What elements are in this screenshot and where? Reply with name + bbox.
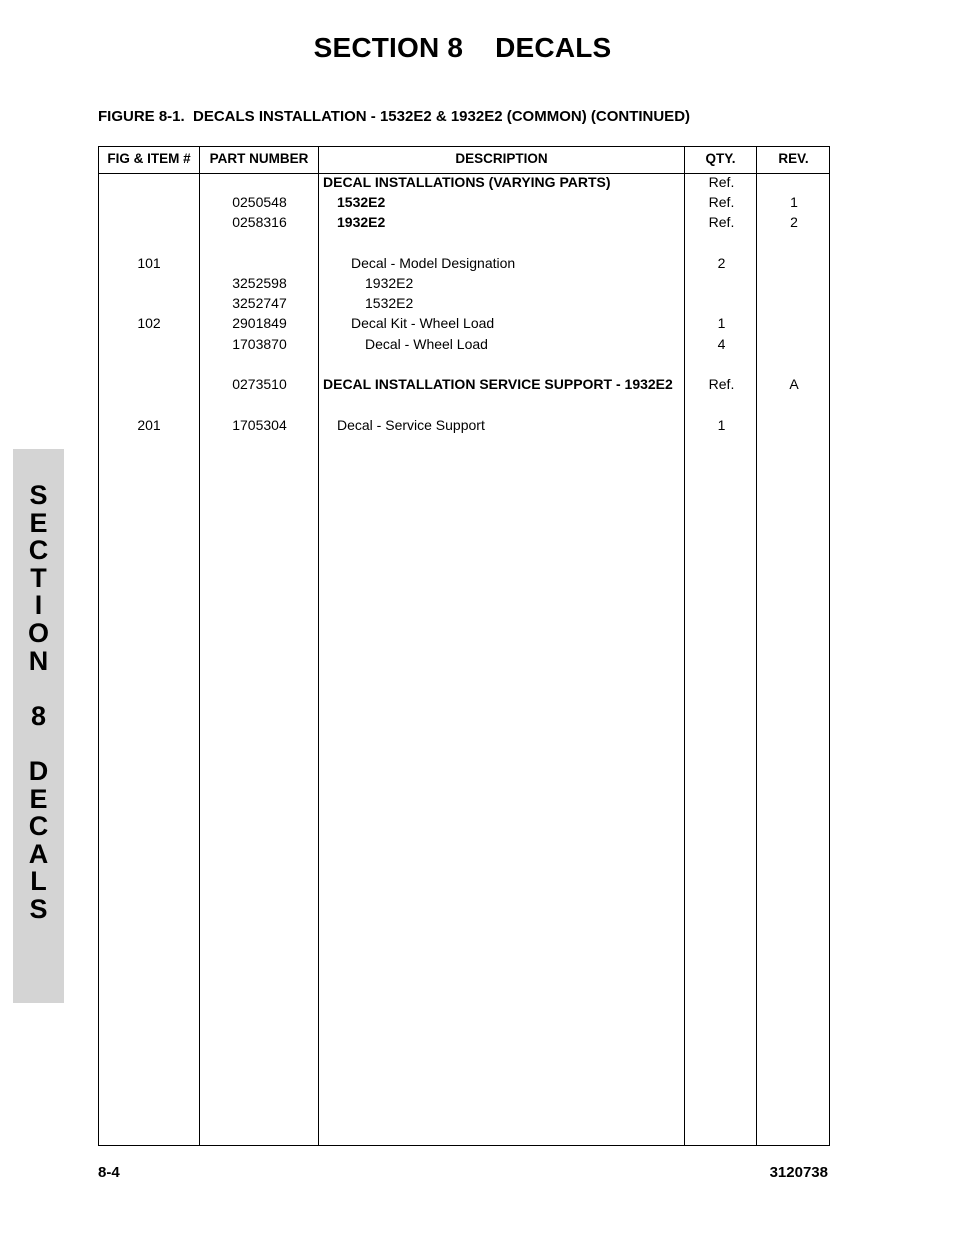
part-number-cell: 3252747 [232,295,287,311]
part-number-cell: 1703870 [232,336,287,352]
description-cell: 1932E2 [365,275,414,291]
part-number-cell: 0258316 [232,214,287,230]
table-row [99,172,829,192]
table-row [99,192,829,212]
description-cell: Decal - Model Designation [351,255,516,271]
description-cell: 1932E2 [337,214,386,230]
header-part-number: PART NUMBER [209,151,309,166]
table-row [99,293,829,313]
table-row [99,313,829,333]
table-row [99,334,829,354]
qty-cell: Ref. [708,376,735,392]
qty-cell: Ref. [708,194,735,210]
part-number-cell: 0250548 [232,194,287,210]
description-cell: DECAL INSTALLATIONS (VARYING PARTS) [323,174,611,190]
description-cell: DECAL INSTALLATION SERVICE SUPPORT - 1932E2 [323,376,673,392]
description-cell: Decal - Wheel Load [365,336,488,352]
section-side-tab [13,449,64,1003]
description-cell: Decal - Service Support [337,417,485,433]
part-number-cell: 3252598 [232,275,287,291]
header-qty: QTY. [705,151,736,166]
qty-cell: 1 [717,417,726,433]
header-fig-item: FIG & ITEM # [107,151,191,166]
page-title: SECTION 8 DECALS [313,32,612,63]
figure-title: FIGURE 8-1. DECALS INSTALLATION - 1532E2 & 1932E2 (COMMON) (CONTINUED) [98,108,691,125]
description-cell: 1532E2 [337,194,386,210]
rev-cell: 1 [790,194,798,210]
rev-cell: A [789,376,799,392]
qty-cell: 4 [717,336,726,352]
table-row [99,273,829,293]
fig-item-cell: 102 [137,315,161,331]
qty-cell: 2 [717,255,726,271]
description-cell: Decal Kit - Wheel Load [351,315,495,331]
table-row [99,415,829,435]
side-tab-text: S E C T I O N 8 D E C A L S [27,480,49,924]
part-number-cell: 0273510 [232,376,287,392]
qty-cell: Ref. [708,214,735,230]
table-row [99,253,829,273]
part-number-cell: 1705304 [232,417,287,433]
part-number-cell: 2901849 [232,315,287,331]
table-row [99,212,829,232]
qty-cell: Ref. [708,174,735,190]
fig-item-cell: 101 [137,255,161,271]
header-rev: REV. [778,151,809,166]
table-row [99,374,829,394]
qty-cell: 1 [717,315,726,331]
description-cell: 1532E2 [365,295,414,311]
document-number: 3120738 [769,1164,828,1181]
fig-item-cell: 201 [137,417,161,433]
parts-table [98,146,830,1146]
page-number: 8-4 [98,1164,120,1181]
header-description: DESCRIPTION [455,151,548,166]
rev-cell: 2 [790,214,798,230]
